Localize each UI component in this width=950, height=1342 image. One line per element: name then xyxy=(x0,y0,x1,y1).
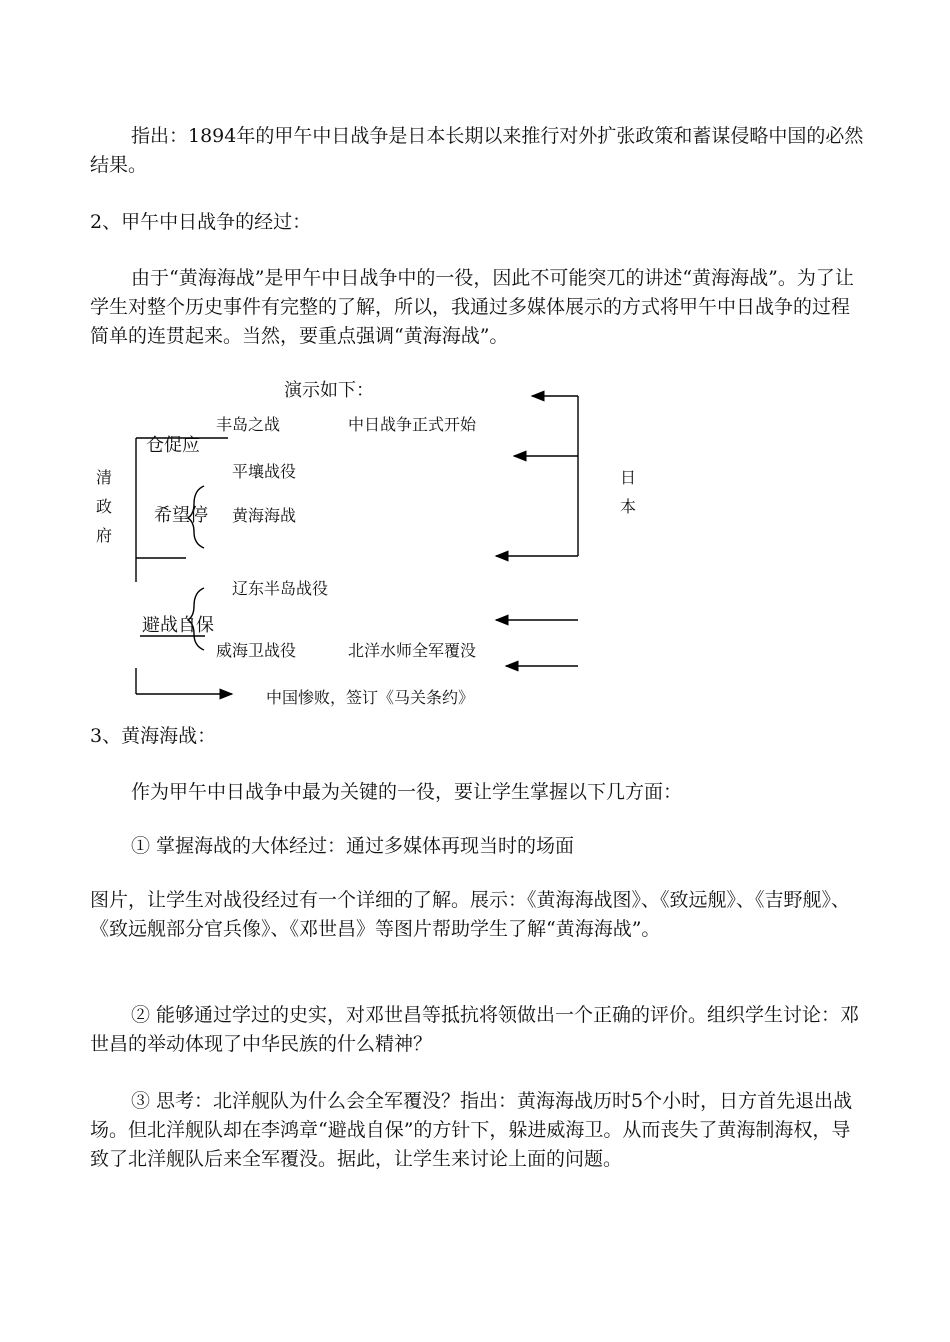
section-heading-2: 2、甲午中日战争的经过： xyxy=(90,211,312,233)
label-japan: 日本 xyxy=(619,468,636,516)
paragraph-process-intro: 由于“黄海海战”是甲午中日战争中的一役，因此不可能突兀的讲述“黄海海战”。为了让学生对整个历史事件有完整的了解，所以，我通过多媒体展示的方式将甲午中日战争的过程简单的连贯起来。当然，要重点强调“黄海海战”。 xyxy=(90,267,854,347)
diagram-title: 演示如下： xyxy=(284,380,374,401)
label-beiyang: 北洋水师全军覆没 xyxy=(348,641,477,660)
label-bizhan: 避战自保 xyxy=(142,615,214,636)
paragraph-conclusion: 指出：1894年的甲午中日战争是日本长期以来推行对外扩张政策和蓄谋侵略中国的必然结果。 xyxy=(90,125,864,176)
label-cangcu: 仓促应 xyxy=(146,435,200,456)
paragraph-point-2: ② 能够通过学过的史实，对邓世昌等抵抗将领做出一个正确的评价。组织学生讨论：邓世昌的举动体现了中华民族的什么精神？ xyxy=(90,1004,860,1055)
label-war-start: 中日战争正式开始 xyxy=(348,415,477,434)
section-heading-3: 3、黄海海战： xyxy=(90,725,217,747)
label-xiwang: 希望停 xyxy=(154,505,208,526)
label-result: 中国惨败，签订《马关条约》 xyxy=(266,688,475,707)
label-weihai: 威海卫战役 xyxy=(216,641,297,660)
label-fengdao: 丰岛之战 xyxy=(216,415,281,434)
paragraph-point-1-continued: 图片，让学生对战役经过有一个详细的了解。展示：《黄海海战图》、《致远舰》、《吉野舰》、《致远舰部分官兵像》、《邓世昌》等图片帮助学生了解“黄海海战”。 xyxy=(90,889,851,940)
paragraph-point-3: ③ 思考：北洋舰队为什么会全军覆没？指出：黄海海战历时5个小时，日方首先退出战场。但北洋舰队却在李鸿章“避战自保”的方针下，躲进威海卫。从而丧失了黄海制海权，导致了北洋舰队后来全军覆没。据此，让学生来讨论上面的问题。 xyxy=(90,1090,853,1170)
label-liaodong: 辽东半岛战役 xyxy=(232,579,329,598)
paragraph-huanghai-intro: 作为甲午中日战争中最为关键的一役，要让学生掌握以下几方面： xyxy=(131,781,683,803)
label-huanghai: 黄海海战 xyxy=(232,506,297,525)
paragraph-point-1: ① 掌握海战的大体经过：通过多媒体再现当时的场面 xyxy=(131,835,575,857)
label-qing-government: 清政府 xyxy=(95,468,112,545)
label-pingrang: 平壤战役 xyxy=(232,462,297,481)
